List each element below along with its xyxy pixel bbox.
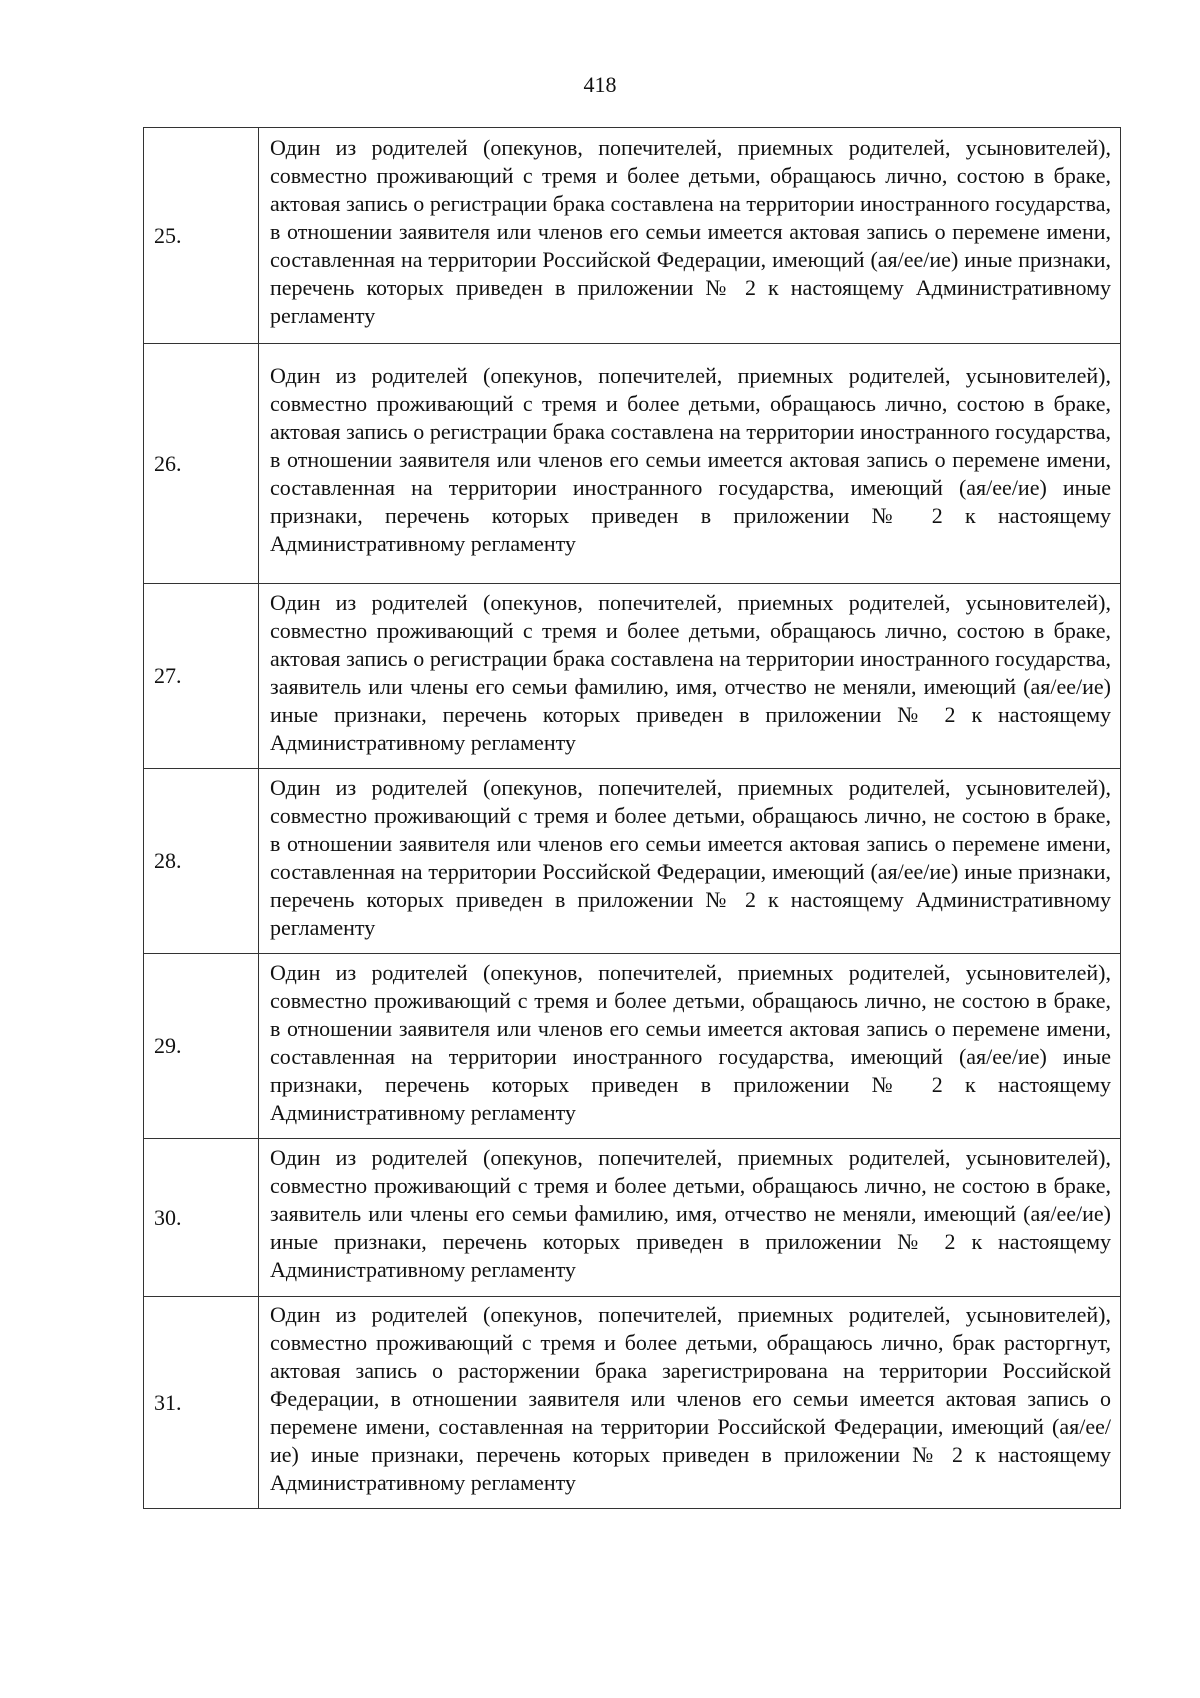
row-number: 27. xyxy=(144,584,259,769)
table-row xyxy=(144,1139,1121,1297)
table-row xyxy=(144,344,1121,584)
row-text: Один из родителей (опекунов, попечителей, приемных родителей, усыновителей), совместно проживающий с тремя и более детьми, обращаюсь лично, состою в браке, актовая запись о регистрации брака составлена на территории иностранного государства, в отношении заявителя или членов его семьи имеется актовая запись о перемене имени, составленная на территории иностранного государства, имеющий (ая/ее/ие) иные признаки, перечень которых приведен в приложении № 2 к настоящему Административному регламенту xyxy=(259,344,1121,584)
row-text: Один из родителей (опекунов, попечителей, приемных родителей, усыновителей), совместно проживающий с тремя и более детьми, обращаюсь лично, состою в браке, актовая запись о регистрации брака составлена на территории иностранного государства, заявитель или члены его семьи фамилию, имя, отчество не меняли, имеющий (ая/ее/ие) иные признаки, перечень которых приведен в приложении № 2 к настоящему Административному регламенту xyxy=(259,584,1121,769)
table-row xyxy=(144,954,1121,1139)
table-row xyxy=(144,584,1121,769)
page-number: 418 xyxy=(583,72,617,97)
row-text: Один из родителей (опекунов, попечителей, приемных родителей, усыновителей), совместно проживающий с тремя и более детьми, обращаюсь лично, не состою в браке, в отношении заявителя или членов его семьи имеется актовая запись о перемене имени, составленная на территории Российской Федерации, имеющий (ая/ее/ие) иные признаки, перечень которых приведен в приложении № 2 к настоящему Административному регламенту xyxy=(259,769,1121,954)
table-row xyxy=(144,769,1121,954)
row-number: 25. xyxy=(144,128,259,344)
criteria-table xyxy=(143,127,1121,1509)
row-text: Один из родителей (опекунов, попечителей, приемных родителей, усыновителей), совместно проживающий с тремя и более детьми, обращаюсь лично, состою в браке, актовая запись о регистрации брака составлена на территории иностранного государства, в отношении заявителя или членов его семьи имеется актовая запись о перемене имени, составленная на территории Российской Федерации, имеющий (ая/ее/ие) иные признаки, перечень которых приведен в приложении № 2 к настоящему Административному регламенту xyxy=(259,128,1121,344)
row-text: Один из родителей (опекунов, попечителей, приемных родителей, усыновителей), совместно проживающий с тремя и более детьми, обращаюсь лично, не состою в браке, в отношении заявителя или членов его семьи имеется актовая запись о перемене имени, составленная на территории иностранного государства, имеющий (ая/ее/ие) иные признаки, перечень которых приведен в приложении № 2 к настоящему Административному регламенту xyxy=(259,954,1121,1139)
row-number: 31. xyxy=(144,1297,259,1509)
row-number: 30. xyxy=(144,1139,259,1297)
row-number: 29. xyxy=(144,954,259,1139)
table-row xyxy=(144,1297,1121,1509)
row-text: Один из родителей (опекунов, попечителей, приемных родителей, усыновителей), совместно проживающий с тремя и более детьми, обращаюсь лично, не состою в браке, заявитель или члены его семьи фамилию, имя, отчество не меняли, имеющий (ая/ее/ие) иные признаки, перечень которых приведен в приложении № 2 к настоящему Административному регламенту xyxy=(259,1139,1121,1297)
row-number: 26. xyxy=(144,344,259,584)
row-text: Один из родителей (опекунов, попечителей, приемных родителей, усыновителей), совместно проживающий с тремя и более детьми, обращаюсь лично, брак расторгнут, актовая запись о расторжении брака зарегистрирована на территории Российской Федерации, в отношении заявителя или членов его семьи имеется актовая запись о перемене имени, составленная на территории Российской Федерации, имеющий (ая/ее/ие) иные признаки, перечень которых приведен в приложении № 2 к настоящему Административному регламенту xyxy=(259,1297,1121,1509)
row-number: 28. xyxy=(144,769,259,954)
table-row xyxy=(144,128,1121,344)
